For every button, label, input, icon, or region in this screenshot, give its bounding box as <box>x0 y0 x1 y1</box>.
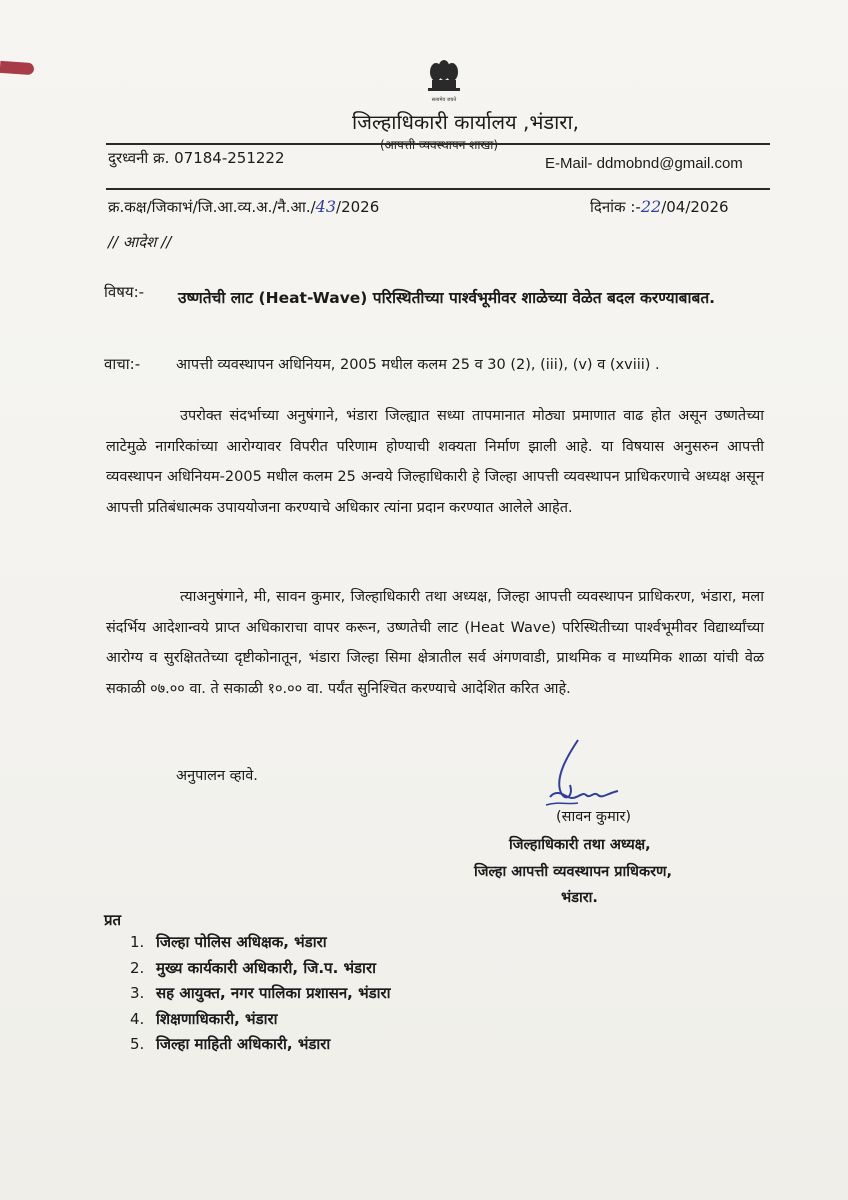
office-title: जिल्हाधिकारी कार्यालय ,भंडारा, <box>352 110 580 134</box>
reference-prefix: क्र.कक्ष/जिकाभं/जि.आ.व्य.अ./नै.आ./ <box>108 198 316 216</box>
email-address: E-Mail- ddmobnd@gmail.com <box>545 155 743 172</box>
copy-to-list <box>130 930 391 1058</box>
paragraph-1: उपरोक्त संदर्भाच्या अनुषंगाने, भंडारा जिल्ह्यात सध्या तापमानात मोठ्या प्रमाणात वाढ होत असून उष्णतेच्या लाटेमुळे नागरिकांच्या आरोग्यावर विपरीत परिणाम होण्याची शक्यता निर्माण झाली आहे. या विषयास अनुसरुन आपत्ती व्यवस्थापन अधिनियम-2005 मधील कलम 25 अन्वये जिल्हाधिकारी हे जिल्हा आपत्ती व्यवस्थापन प्राधिकरणाचे अध्यक्ष असून आपत्ती प्रतिबंधात्मक उपाययोजना करण्याचे अधिकार त्यांना प्रदान करण्यात आलेले आहेत. <box>106 408 764 516</box>
signatory-designation: जिल्हाधिकारी तथा अध्यक्ष, <box>509 837 651 853</box>
read-label: वाचा:- <box>104 355 141 373</box>
list-item: 5. जिल्हा माहिती अधिकारी, भंडारा <box>130 1035 331 1053</box>
list-item: 4. शिक्षणाधिकारी, भंडारा <box>130 1009 278 1028</box>
header-rule-top <box>106 143 770 145</box>
copy-to-label: प्रत <box>104 911 122 929</box>
reference-number <box>108 197 379 217</box>
order-date <box>590 197 729 217</box>
reference-handwritten-number: 43 <box>315 197 337 216</box>
emblem-motto: सत्यमेव जयते <box>431 97 457 103</box>
subject-text: उष्णतेची लाट (Heat-Wave) परिस्थितीच्या पार्श्वभूमीवर शाळेच्या वेळेत बदल करण्याबाबत. <box>178 289 716 307</box>
signatory-place: भंडारा. <box>561 890 598 906</box>
order-heading: // आदेश // <box>108 233 172 251</box>
compliance-line: अनुपालन व्हावे. <box>176 768 258 784</box>
red-mark-decoration <box>0 61 34 75</box>
list-item: 2. मुख्य कार्यकारी अधिकारी, जि.प. भंडारा <box>130 958 376 977</box>
signatory-name: (सावन कुमार) <box>556 809 632 825</box>
list-item: 1. जिल्हा पोलिस अधिक्षक, भंडारा <box>130 933 327 951</box>
subject-label: विषय:- <box>104 283 145 301</box>
state-emblem-icon <box>418 58 470 106</box>
reference-suffix: /2026 <box>336 198 380 216</box>
list-item: 3. सह आयुक्त, नगर पालिका प्रशासन, भंडारा <box>130 984 391 1002</box>
phone-number: दुरध्वनी क्र. 07184-251222 <box>108 149 285 167</box>
date-handwritten-day: 22 <box>640 197 662 216</box>
date-rest: /04/2026 <box>661 198 729 216</box>
date-prefix: दिनांक :- <box>590 198 641 216</box>
paragraph-2: त्याअनुषंगाने, मी, सावन कुमार, जिल्हाधिकारी तथा अध्यक्ष, जिल्हा आपत्ती व्यवस्थापन प्राधिकरण, भंडारा, मला संदर्भिय आदेशान्वये प्राप्त अधिकाराचा वापर करून, उष्णतेची लाट (Heat Wave) परिस्थितीच्या पार्श्वभूमीवर विद्यार्थ्यांच्या आरोग्य व सुरक्षिततेच्या दृष्टीकोनातून, भंडारा जिल्हा सिमा क्षेत्रातील सर्व अंगणवाडी, प्राथमिक व माध्यमिक शाळा यांची वेळ सकाळी ०७.०० वा. ते सकाळी १०.०० वा. पर्यंत सुनिश्चित करण्याचे आदेशित करित आहे. <box>106 589 764 697</box>
header-rule-bottom <box>106 188 770 190</box>
read-text: आपत्ती व्यवस्थापन अधिनियम, 2005 मधील कलम 25 व 30 (2), (iii), (v) व (xviii) . <box>176 357 660 373</box>
office-branch: (आपत्ती व्यवस्थापन शाखा) <box>380 138 499 152</box>
signatory-authority: जिल्हा आपत्ती व्यवस्थापन प्राधिकरण, <box>474 864 673 880</box>
